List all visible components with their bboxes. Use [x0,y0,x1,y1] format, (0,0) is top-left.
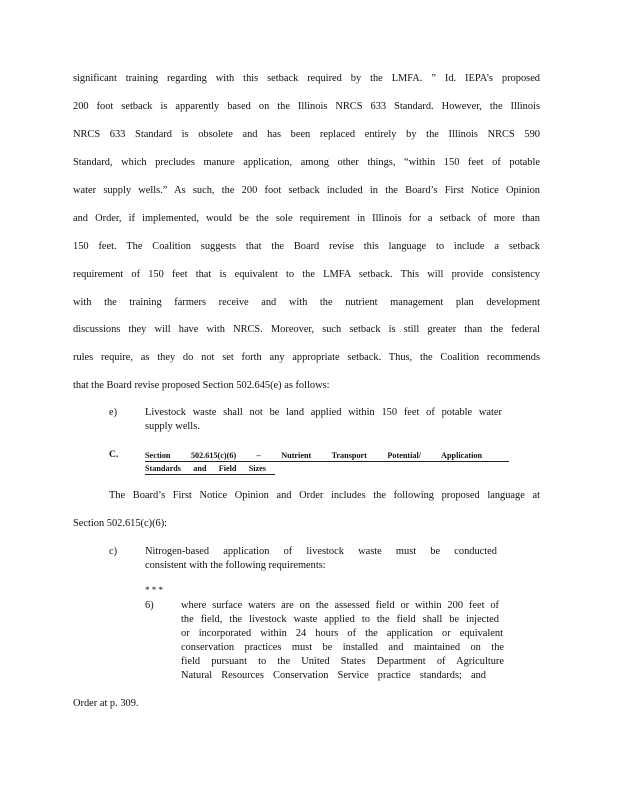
body-line: The Board’s First Notice Opinion and Order includes the following proposed language at [109,490,540,501]
quote-c-sub-line: field pursuant to the United States Department of Agriculture [181,656,504,667]
omission-asterisks: * * * [145,585,163,595]
quote-c-line: consistent with the following requirements: [145,560,326,571]
body-line: requirement of 150 feet that is equivalent to the LMFA setback. This will provide consistency [73,269,540,280]
body-line: water supply wells.” As such, the 200 foot setback included in the Board’s First Notice Opinion [73,185,540,196]
heading-underline [145,461,509,462]
body-line: and Order, if implemented, would be the sole requirement in Illinois for a setback of more than [73,213,540,224]
body-line: Section 502.615(c)(6): [73,518,168,529]
quote-e-line: Livestock waste shall not be land applied within 150 feet of potable water [145,407,502,418]
list-marker-6: 6) [145,600,154,611]
body-line: Standard, which precludes manure application, among other things, “within 150 feet of potable [73,157,540,168]
body-line: 150 feet. The Coalition suggests that the Board revise this language to include a setback [73,241,540,252]
body-line: that the Board revise proposed Section 502.645(e) as follows: [73,380,330,391]
list-marker-c: c) [109,546,118,557]
citation: Order at p. 309. [73,698,139,709]
body-line: with the training farmers receive and with the nutrient management plan development [73,297,540,308]
body-line: 200 foot setback is apparently based on the Illinois NRCS 633 Standard. However, the Illinois [73,101,540,112]
body-line: discussions they will have with NRCS. Moreover, such setback is still greater than the federal [73,324,540,335]
list-marker-e: e) [109,407,118,418]
quote-e-line: supply wells. [145,421,200,432]
body-line: NRCS 633 Standard is obsolete and has been replaced entirely by the Illinois NRCS 590 [73,129,540,140]
quote-c-sub-line: where surface waters are on the assessed field or within 200 feet of [181,600,499,611]
heading-underline [145,474,275,475]
quote-c-line: Nitrogen-based application of livestock waste must be conducted [145,546,497,557]
section-marker: C. [109,450,119,460]
quote-c-sub-line: or incorporated within 24 hours of the application or equivalent [181,628,503,639]
quote-c-sub-line: the field, the livestock waste applied to the field shall be injected [181,614,499,625]
section-heading: Standards and Field Sizes [145,464,266,473]
section-heading: Section 502.615(c)(6) – Nutrient Transport Potential/ Application [145,451,482,460]
body-line: rules require, as they do not set forth any appropriate setback. Thus, the Coalition recommends [73,352,540,363]
quote-c-sub-line: Natural Resources Conservation Service practice standards; and [181,670,486,681]
quote-c-sub-line: conservation practices must be installed and maintained on the [181,642,504,653]
body-line: significant training regarding with this setback required by the LMFA. ” Id. IEPA’s proposed [73,73,540,84]
